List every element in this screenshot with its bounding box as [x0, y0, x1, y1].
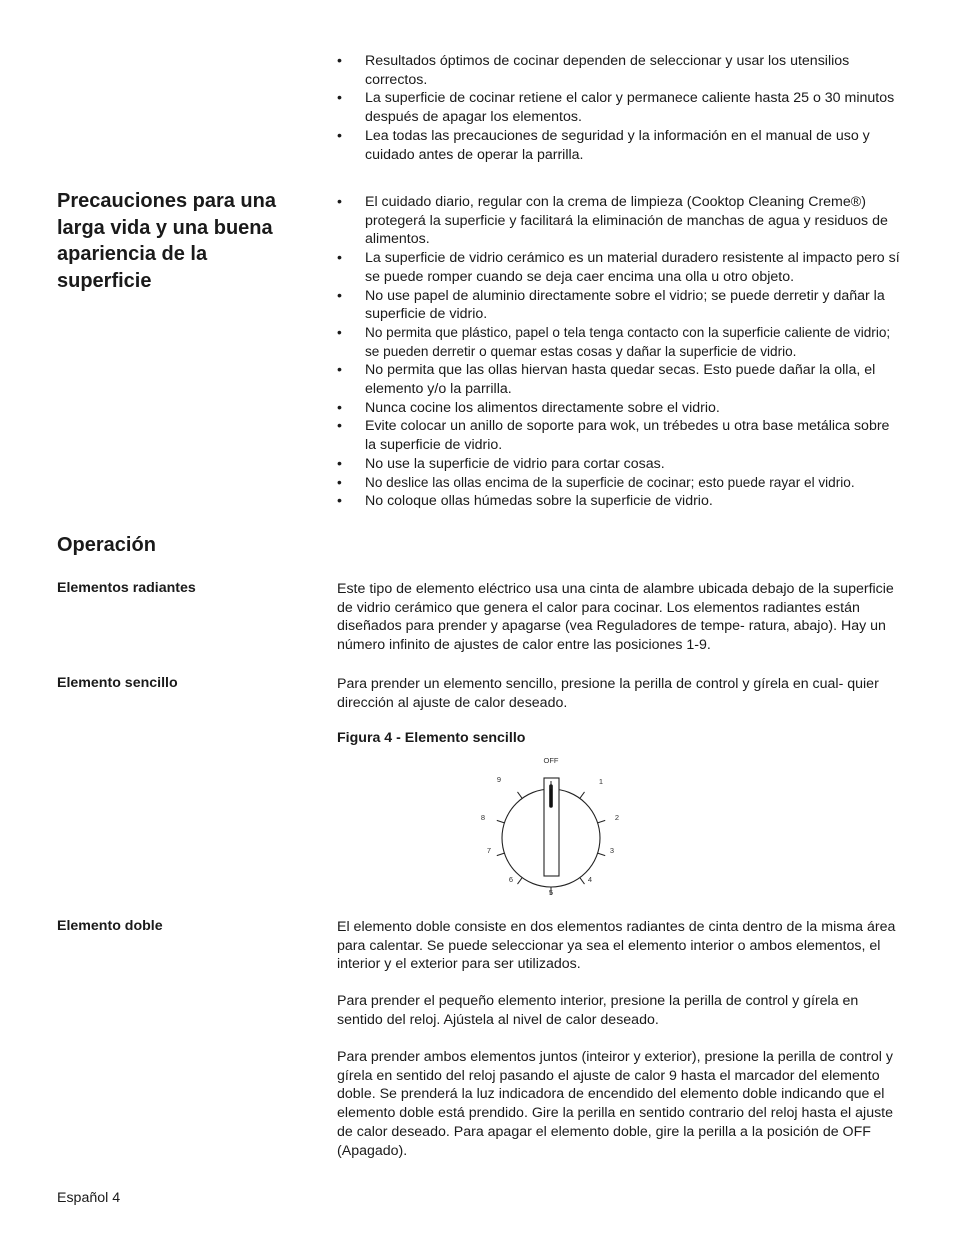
dial-tick-mark	[497, 820, 505, 823]
dial-tick-mark	[518, 792, 523, 799]
list-item: • No deslice las ollas encima de la superficie de cocinar; esto puede rayar el vidrio.	[337, 474, 855, 490]
dial-label-9: 9	[496, 775, 502, 784]
precautions-bullet-list	[337, 193, 902, 511]
list-item: • No permita que plástico, papel o tela tenga contacto con la superficie caliente de vidrio; se pueden derretir o quemar estas cosas y dañar la superficie de vidrio.	[337, 324, 891, 359]
dial-label-off: OFF	[543, 756, 559, 765]
dial-label-4: 4	[587, 875, 593, 884]
dial-label-3: 3	[609, 846, 615, 855]
double-element-heading: Elemento doble	[57, 918, 163, 934]
radiant-elements-heading: Elementos radiantes	[57, 580, 196, 596]
double-element-paragraph: Para prender el pequeño elemento interior, presione la perilla de control y gírela en sentido del reloj. Ajústela al nivel de calor deseado.	[337, 993, 859, 1028]
figure-caption: Figura 4 - Elemento sencillo	[337, 730, 526, 746]
list-item: • La superficie de vidrio cerámico es un material duradero resistente al impacto pero sí se puede romper cuando se deja caer encima una olla u otro objeto.	[337, 250, 900, 285]
dial-label-1: 1	[598, 777, 604, 786]
list-item: • La superficie de cocinar retiene el calor y permanece caliente hasta 25 o 30 minutos después de apagar los elementos.	[337, 90, 895, 126]
list-item: • No permita que las ollas hiervan hasta quedar secas. Esto puede dañar la olla, el elemento y/o la parrilla.	[337, 362, 876, 398]
dial-tick-mark	[497, 853, 505, 856]
double-element-paragraph: Para prender ambos elementos juntos (inteiror y exterior), presione la perilla de control y gírela en sentido del reloj pasando el ajuste de calor 9 hasta el marcador del elemento doble. Se prenderá la luz indicadora de encendido del elemento doble indicando que el elemento doble está prendido. Gire la perilla en sentido contrario del reloj hasta el ajuste de calor deseado. Para apagar el elemento doble, gire la perilla a la posición de OFF (Apagado).	[337, 1049, 894, 1159]
dial-label-2: 2	[614, 813, 620, 822]
radiant-elements-text: Este tipo de elemento eléctrico usa una cinta de alambre ubicada debajo de la superficie de vidrio cerámico que genera el calor para cocinar. Los elementos radiantes están diseñados para prender y apagarse (vea Reguladores de tempe- ratura, abajo). Hay un número infinito de ajustes de calor entre las posiciones 1-9.	[337, 581, 894, 654]
list-item: • No use papel de aluminio directamente sobre el vidrio; se puede derretir y dañar la superficie de vidrio.	[337, 287, 885, 323]
intro-bullet-list	[337, 52, 902, 164]
dial-tick-mark	[580, 878, 585, 885]
control-knob-diagram	[470, 750, 640, 900]
single-element-heading: Elemento sencillo	[57, 675, 178, 691]
dial-label-7: 7	[486, 846, 492, 855]
operation-heading: Operación	[57, 534, 156, 556]
dial-label-5: 5	[548, 888, 554, 897]
list-item: • Evite colocar un anillo de soporte para wok, un trébedes u otra base metálica sobre la superficie de vidrio.	[337, 418, 890, 454]
precautions-heading: Precauciones para una larga vida y una buena apariencia de la superficie	[57, 190, 276, 292]
dial-tick-mark	[598, 853, 606, 856]
dial-label-8: 8	[480, 813, 486, 822]
list-item: • No coloque ollas húmedas sobre la superficie de vidrio.	[337, 493, 713, 510]
dial-tick-mark	[580, 792, 585, 799]
dial-label-6: 6	[508, 875, 514, 884]
dial-tick-mark	[518, 878, 523, 885]
double-element-paragraph: El elemento doble consiste en dos elementos radiantes de cinta dentro de la misma área para calentar. Se puede seleccionar ya sea el elemento interior o ambos elementos, el interior y el exterior para ser utilizados.	[337, 919, 896, 973]
list-item: • Resultados óptimos de cocinar dependen de seleccionar y usar los utensilios correctos.	[337, 53, 850, 88]
dial-tick-mark	[598, 820, 606, 823]
list-item: • El cuidado diario, regular con la crema de limpieza (Cooktop Cleaning Creme®) protegerá la superficie y facilitará la eliminación de manchas de agua y residuos de alimentos.	[337, 194, 888, 248]
list-item: • Lea todas las precauciones de seguridad y la información en el manual de uso y cuidado antes de operar la parrilla.	[337, 127, 870, 163]
single-element-text: Para prender un elemento sencillo, presione la perilla de control y gírela en cual- quier dirección al ajuste de calor deseado.	[337, 676, 879, 711]
list-item: • Nunca cocine los alimentos directamente sobre el vidrio.	[337, 399, 720, 416]
list-item: • No use la superficie de vidrio para cortar cosas.	[337, 455, 665, 472]
page-footer: Español 4	[57, 1190, 121, 1206]
